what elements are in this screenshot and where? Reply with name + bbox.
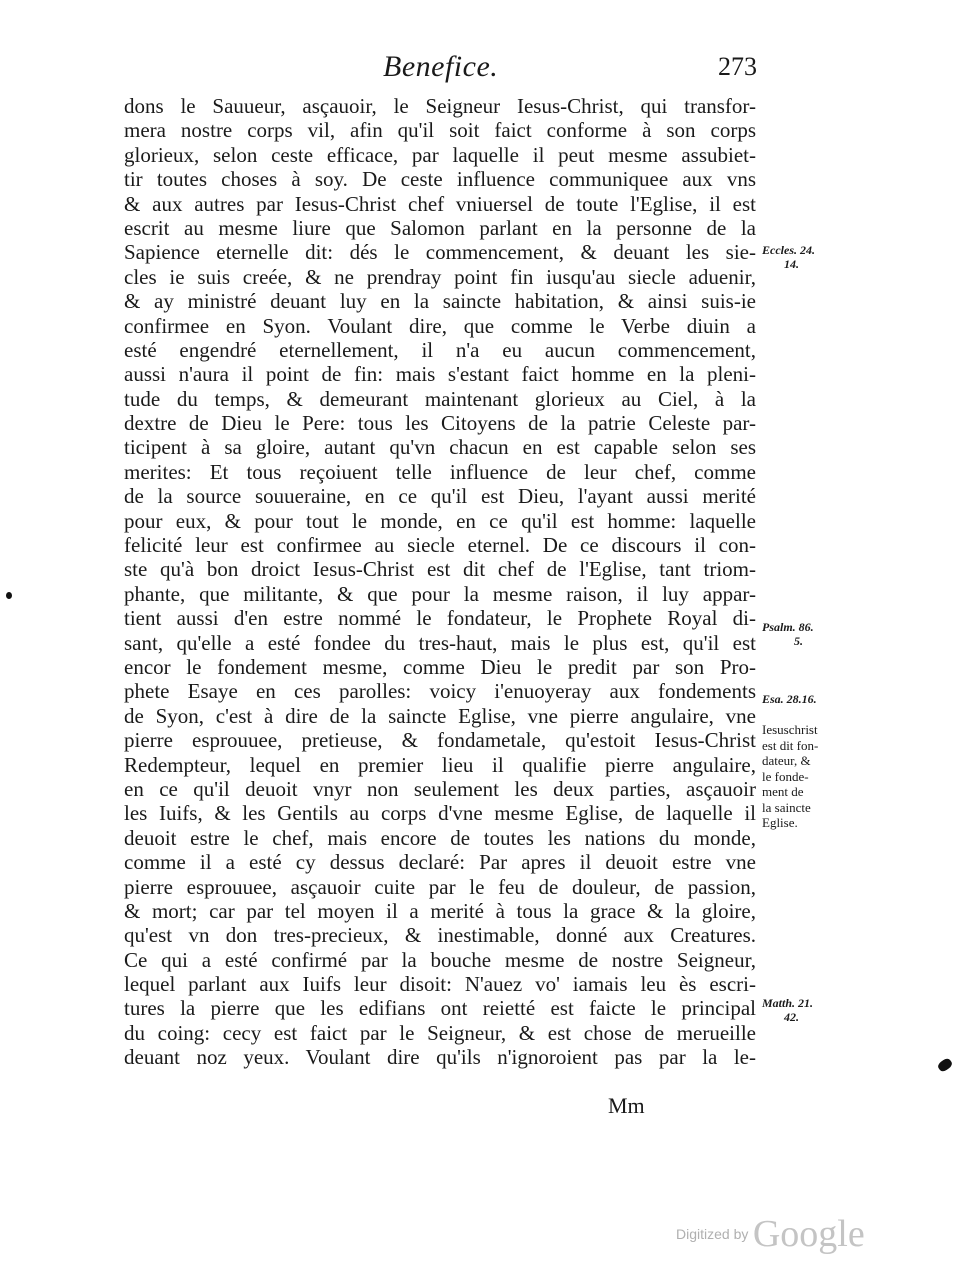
margin-ref-line: Matth. 21.: [762, 996, 814, 1010]
text-line: comme il a esté cy dessus declaré: Par apres il deuoit estre vne: [124, 850, 756, 875]
text-line: aussi n'aura il point de fin: mais s'estant faict homme en la pleni-: [124, 362, 756, 387]
text-line: tude du temps, & demeurant maintenant glorieux au Ciel, à la: [124, 386, 756, 411]
text-line: pierre esprouuee, asçauoir cuite par le feu de douleur, de passion,: [124, 874, 756, 899]
text-line: felicité leur est confirmee au siecle eternel. De ce discours il con-: [124, 533, 756, 558]
margin-ref-esaie: [762, 692, 817, 706]
text-line: de la source souueraine, en ce qu'il est Dieu, l'ayant aussi merité: [124, 484, 756, 509]
text-line: dons le Sauueur, asçauoir, le Seigneur Iesus-Christ, qui transfor-: [124, 94, 756, 118]
margin-ref-line: Eccles. 24.: [762, 243, 815, 257]
margin-ref-line: 42.: [784, 1010, 799, 1024]
gloss-line: Eglise.: [762, 815, 798, 830]
gloss-line: la saincte: [762, 799, 811, 815]
margin-ref-line: Esa. 28.16.: [762, 692, 817, 706]
text-line: ste qu'à bon droict Iesus-Christ est dit chef de l'Eglise, tant triom-: [124, 557, 756, 582]
google-logo: Google: [752, 1213, 865, 1255]
text-line: tir toutes choses à soy. De ceste influence communiquee aux vns: [124, 167, 756, 192]
running-title: Benefice.: [383, 50, 499, 83]
margin-gloss: [762, 722, 846, 831]
text-line: & mort; car par tel moyen il a merité à tous la grace & la gloire,: [124, 898, 756, 923]
text-line: en ce qu'il deuoit vnyr non seulement les deux parties, asçauoir: [124, 776, 756, 801]
text-line: mera nostre corps vil, afin qu'il soit faict conforme à son corps: [124, 118, 756, 143]
gloss-line: Iesuschrist: [762, 722, 818, 737]
text-line: confirmee en Syon. Voulant dire, que comme le Verbe diuin a: [124, 313, 756, 338]
digitized-prefix: Digitized by: [676, 1226, 749, 1242]
text-line: tures la pierre que les edifians ont reietté est faicte le principal: [124, 996, 756, 1021]
text-line: Redempteur, lequel en premier lieu il qualifie pierre angulaire,: [124, 752, 756, 777]
text-line: cles ie suis creée, & ne prendray point fin iusqu'au siecle aduenir,: [124, 264, 756, 289]
text-line: ticipent à sa gloire, autant qu'vn chacun en est capable selon ses: [124, 435, 756, 460]
digitized-watermark: [676, 1212, 865, 1256]
margin-ref-matth: [762, 996, 813, 1024]
gloss-line: est dit fon-: [762, 737, 819, 753]
text-line: deuant noz yeux. Voulant dire qu'ils n'ignoroient pas par la le-: [124, 1045, 756, 1070]
margin-ref-line: 5.: [794, 634, 803, 648]
text-line: lequel parlant aux Iuifs leur disoit: N'auez vo' iamais leu ès escri-: [124, 972, 756, 997]
page-number: 273: [718, 52, 757, 81]
margin-ref-line: Psalm. 86.: [762, 620, 814, 634]
margin-ref-line: 14.: [784, 257, 799, 271]
text-line: Ce qui a esté confirmé par la bouche mesme de nostre Seigneur,: [124, 947, 756, 972]
catchword: Mm: [608, 1093, 645, 1118]
text-line: pour eux, & pour tout le monde, en ce qu'il est homme: laquelle: [124, 508, 756, 533]
text-line: & ay ministré deuant luy en la saincte habitation, & ainsi suis-ie: [124, 289, 756, 314]
text-line: qu'est vn don tres-precieux, & inestimable, donné aux Creatures.: [124, 923, 756, 948]
gloss-line: dateur, &: [762, 753, 811, 768]
text-line: Sapience eternelle dit: dés le commencement, & deuant les sie-: [124, 240, 756, 265]
text-line: glorieux, selon ceste efficace, par laquelle il peut mesme assubiet-: [124, 142, 756, 167]
text-line: merites: Et tous reçoiuent telle influence de leur chef, comme: [124, 459, 756, 484]
text-line: esté engendré eternellement, il n'a eu aucun commencement,: [124, 337, 756, 362]
text-line: dextre de Dieu le Pere: tous les Citoyens de la patrie Celeste par-: [124, 411, 756, 436]
text-line: deuoit estre le chef, mais encore de toutes les nations du monde,: [124, 825, 756, 850]
text-line: encor le fondement mesme, comme Dieu le predit par son Pro-: [124, 654, 756, 679]
text-line: du coing: cecy est faict par le Seigneur, & est chose de merueille: [124, 1020, 756, 1045]
ink-blot: [936, 1057, 953, 1073]
margin-ref-psalm: [762, 620, 814, 648]
margin-ref-eccles: [762, 243, 815, 271]
text-line: pierre esprouuee, pretieuse, & fondametale, qu'estoit Iesus-Christ: [124, 728, 756, 753]
gloss-line: ment de: [762, 784, 804, 799]
text-line: tient aussi d'en estre nommé le fondateur, le Prophete Royal di-: [124, 606, 756, 631]
text-line: les Iuifs, & les Gentils au corps d'vne mesme Eglise, de laquelle il: [124, 801, 756, 826]
text-line: sant, qu'elle a esté fondee du tres-haut, mais le plus est, qu'il est: [124, 630, 756, 655]
gloss-line: le fonde-: [762, 768, 809, 784]
text-line: phete Esaye en ces parolles: voicy i'enuoyeray aux fondements: [124, 679, 756, 704]
ink-speck: [6, 592, 12, 599]
text-line: de Syon, c'est à dire de la saincte Eglise, vne pierre angulaire, vne: [124, 703, 756, 728]
text-line: escrit au mesme liure que Salomon parlant en la personne de la: [124, 215, 756, 240]
text-line: phante, que militante, & que pour la mesme raison, il luy appar-: [124, 581, 756, 606]
body-text: [124, 94, 756, 1070]
text-line: & aux autres par Iesus-Christ chef vniuersel de toute l'Eglise, il est: [124, 191, 756, 216]
